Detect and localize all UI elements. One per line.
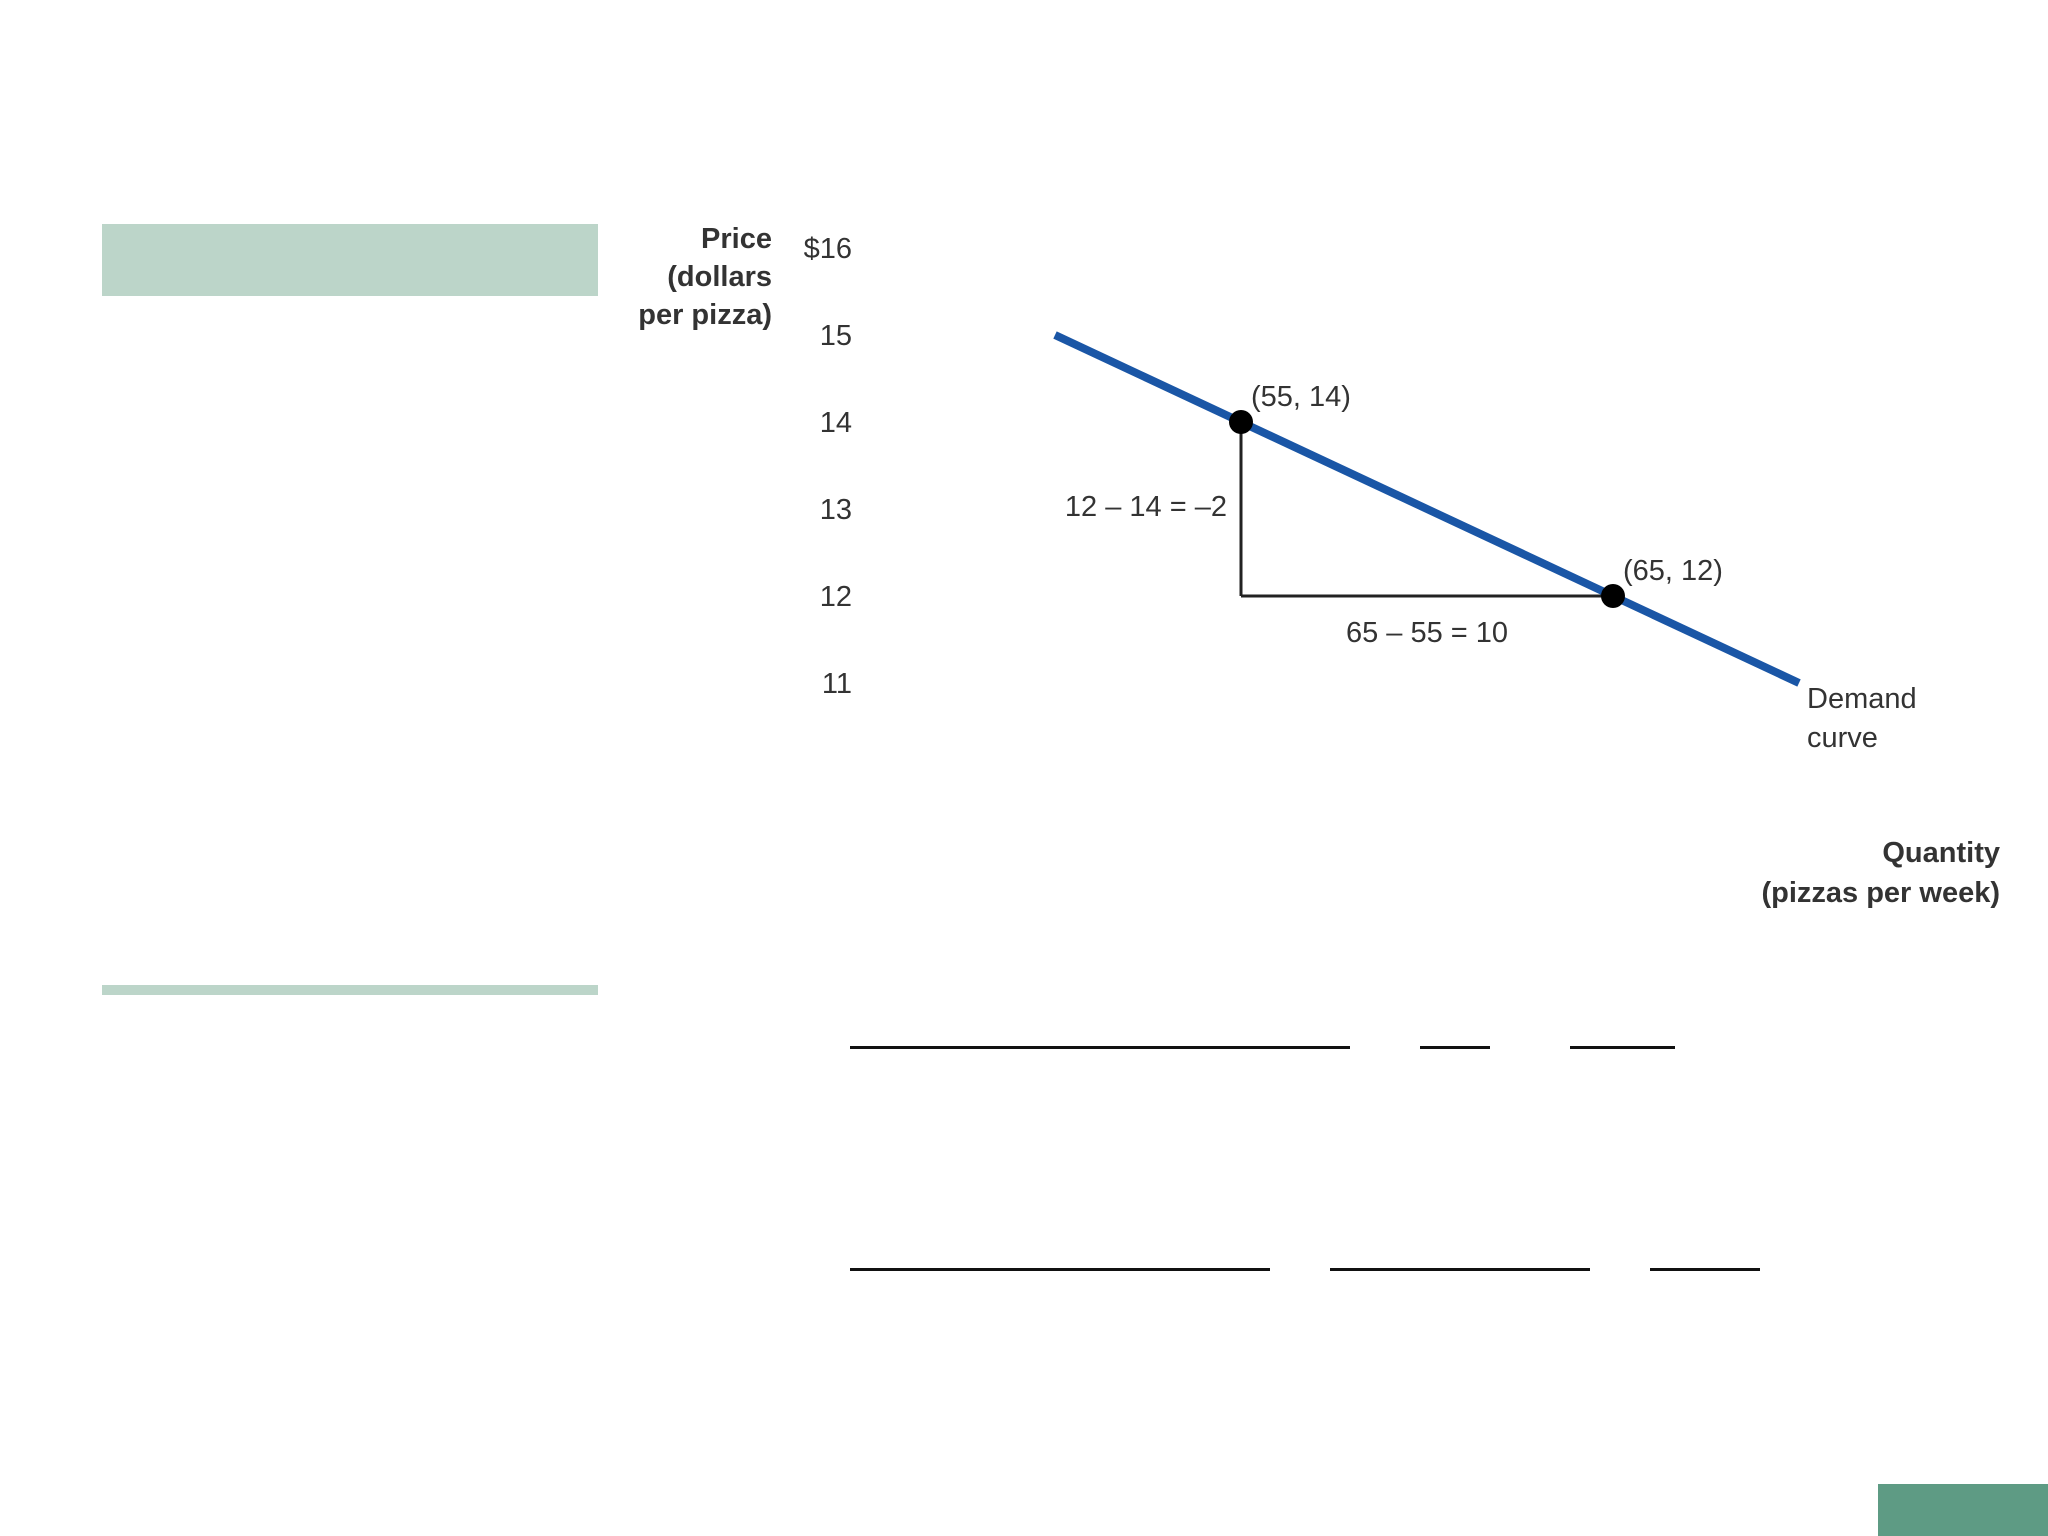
y-tick-label-0: 11 [821, 668, 852, 700]
data-point-1 [1601, 584, 1625, 608]
run-annotation: 65 – 55 = 10 [1345, 617, 1509, 649]
eq2-fraction-bar [850, 1268, 1270, 1271]
demand-curve-label-line-0: Demand [1807, 683, 1917, 715]
eq2-ratio-bar [1650, 1268, 1760, 1271]
y-tick-label-1: 12 [819, 581, 852, 613]
slope-equation-general [670, 978, 1990, 1118]
data-point-label-0: (55, 14) [1251, 381, 1351, 413]
eq1-delta-bar [1420, 1046, 1490, 1049]
y-axis-label-line-1: (dollars [667, 261, 772, 293]
eq2-values-bar [1330, 1268, 1590, 1271]
x-axis-label-line-0: Quantity [1882, 837, 2000, 869]
x-axis-label-line-1: (pizzas per week) [1761, 877, 2000, 909]
page-number-box [1878, 1484, 2048, 1536]
data-point-label-1: (65, 12) [1623, 555, 1723, 587]
y-tick-label-3: 14 [819, 407, 852, 439]
y-axis-label-line-2: per pizza) [638, 299, 772, 331]
figure-divider [102, 985, 598, 995]
rise-annotation: 12 – 14 = –2 [1064, 491, 1227, 523]
demand-curve-label-line-1: curve [1807, 722, 1878, 754]
slope-equation-pizza [670, 1200, 1990, 1340]
y-axis-label-line-0: Price [701, 223, 772, 255]
y-tick-label-5: $16 [803, 233, 852, 265]
figure-label-box [102, 224, 598, 296]
eq1-rise-run-bar [1570, 1046, 1675, 1049]
data-point-0 [1229, 410, 1253, 434]
eq1-fraction-bar [850, 1046, 1350, 1049]
y-tick-label-4: 15 [819, 320, 852, 352]
y-tick-label-2: 13 [819, 494, 852, 526]
slope-chart [600, 210, 2020, 930]
